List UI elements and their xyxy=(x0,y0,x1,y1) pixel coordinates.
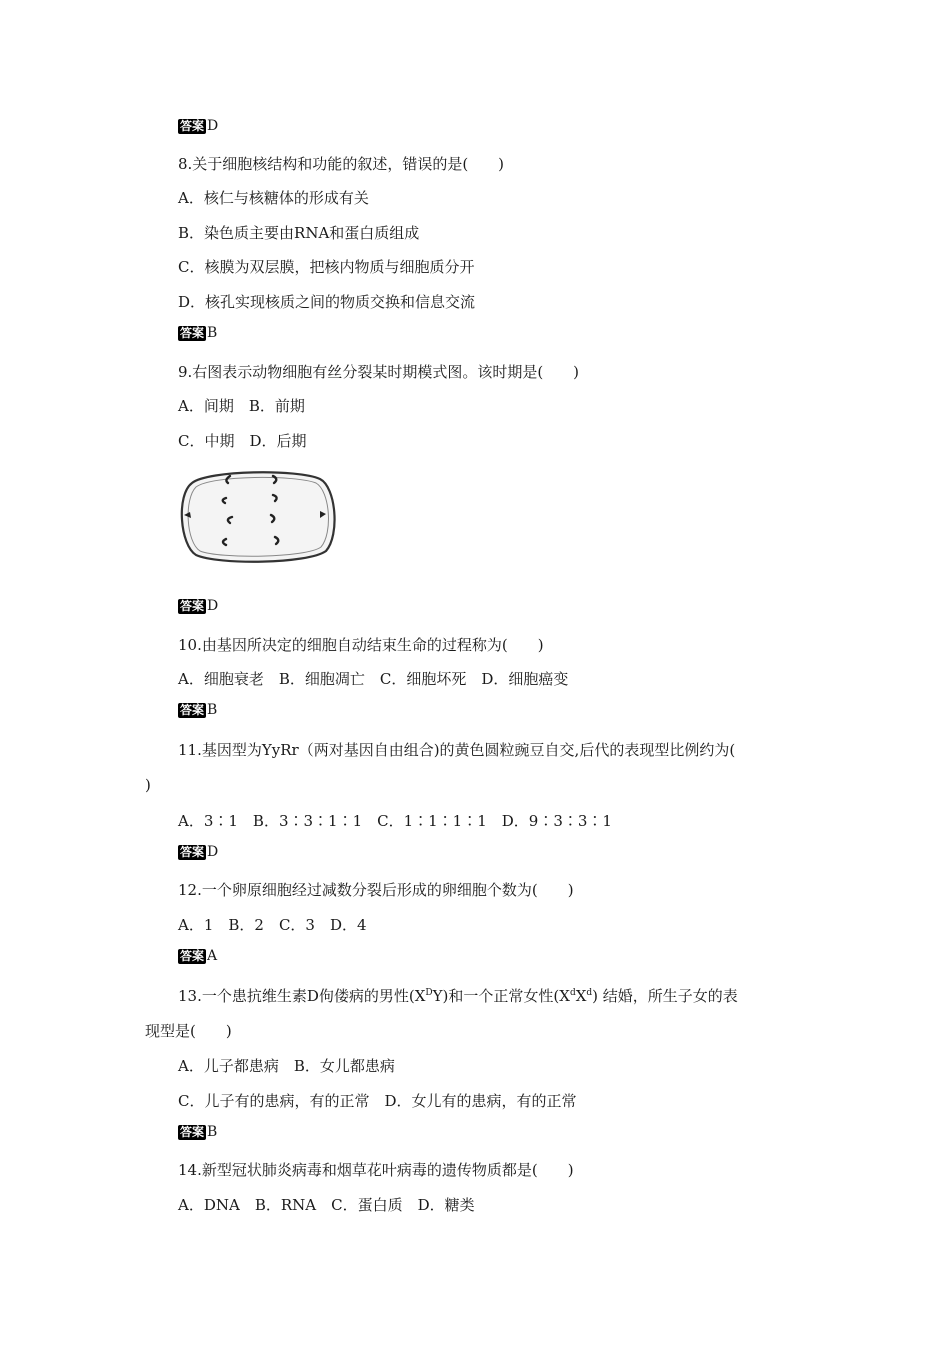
cell-division-diagram xyxy=(178,465,340,567)
question-12-options: A．1 B．2 C．3 D．4 xyxy=(178,916,367,934)
question-14-stem: 14.新型冠状肺炎病毒和烟草花叶病毒的遗传物质都是( ) xyxy=(178,1161,574,1179)
answer-value: B xyxy=(207,325,218,341)
question-10-options: A．细胞衰老 B．细胞凋亡 C．细胞坏死 D．细胞癌变 xyxy=(178,670,569,688)
question-11-options: A．3∶1 B．3∶3∶1∶1 C．1∶1∶1∶1 D．9∶3∶3∶1 xyxy=(178,812,612,830)
cell-membrane xyxy=(182,472,335,561)
answer-badge: 答案 xyxy=(180,844,205,859)
question-8-option-d: D．核孔实现核质之间的物质交换和信息交流 xyxy=(178,293,476,311)
answer-row xyxy=(178,597,218,615)
question-8-option-b: B．染色质主要由RNA和蛋白质组成 xyxy=(178,224,420,242)
answer-row xyxy=(178,701,217,719)
answer-value: A xyxy=(207,948,218,964)
answer-badge: 答案 xyxy=(180,702,205,717)
question-8-stem: 8.关于细胞核结构和功能的叙述，错误的是( ) xyxy=(178,155,505,173)
answer-row xyxy=(178,324,217,342)
answer-badge: 答案 xyxy=(180,1124,205,1139)
answer-row xyxy=(178,947,217,965)
question-10-stem: 10.由基因所决定的细胞自动结束生命的过程称为( ) xyxy=(178,636,544,654)
answer-value: D xyxy=(207,844,219,860)
question-9-stem: 9.右图表示动物细胞有丝分裂某时期模式图。该时期是( ) xyxy=(178,363,580,381)
question-12-stem: 12.一个卵原细胞经过减数分裂后形成的卵细胞个数为( ) xyxy=(178,881,574,899)
answer-value: B xyxy=(207,702,218,718)
question-13-options-ab: A．儿子都患病 B．女儿都患病 xyxy=(178,1057,395,1075)
answer-row xyxy=(178,1123,217,1141)
question-9-options-ab: A．间期 B．前期 xyxy=(178,397,305,415)
answer-badge: 答案 xyxy=(180,598,205,613)
answer-row xyxy=(178,117,218,135)
question-8-option-a: A．核仁与核糖体的形成有关 xyxy=(178,189,369,207)
answer-row xyxy=(178,843,218,861)
question-8-option-c: C．核膜为双层膜，把核内物质与细胞质分开 xyxy=(178,258,475,276)
answer-value: D xyxy=(207,118,219,134)
question-13-options-cd: C．儿子有的患病，有的正常 D．女儿有的患病，有的正常 xyxy=(178,1092,577,1110)
answer-value: B xyxy=(207,1124,218,1140)
question-11-stem-continued: ) xyxy=(145,776,151,794)
question-14-options: A．DNA B．RNA C．蛋白质 D．糖类 xyxy=(178,1196,475,1214)
answer-badge: 答案 xyxy=(180,118,205,133)
question-13-stem-continued: 现型是( ) xyxy=(145,1022,232,1040)
question-13-stem: 13.一个患抗维生素D佝偻病的男性$(X^DY)$和一个正常女性$(X^dX^d)$ 结婚，所生子女的表 xyxy=(178,987,738,1005)
answer-badge: 答案 xyxy=(180,325,205,340)
question-9-options-cd: C．中期 D．后期 xyxy=(178,432,307,450)
question-11-stem: 11.基因型为YyRr（两对基因自由组合)的黄色圆粒豌豆自交,后代的表现型比例约为( xyxy=(178,741,736,759)
answer-badge: 答案 xyxy=(180,948,205,963)
answer-value: D xyxy=(207,598,219,614)
